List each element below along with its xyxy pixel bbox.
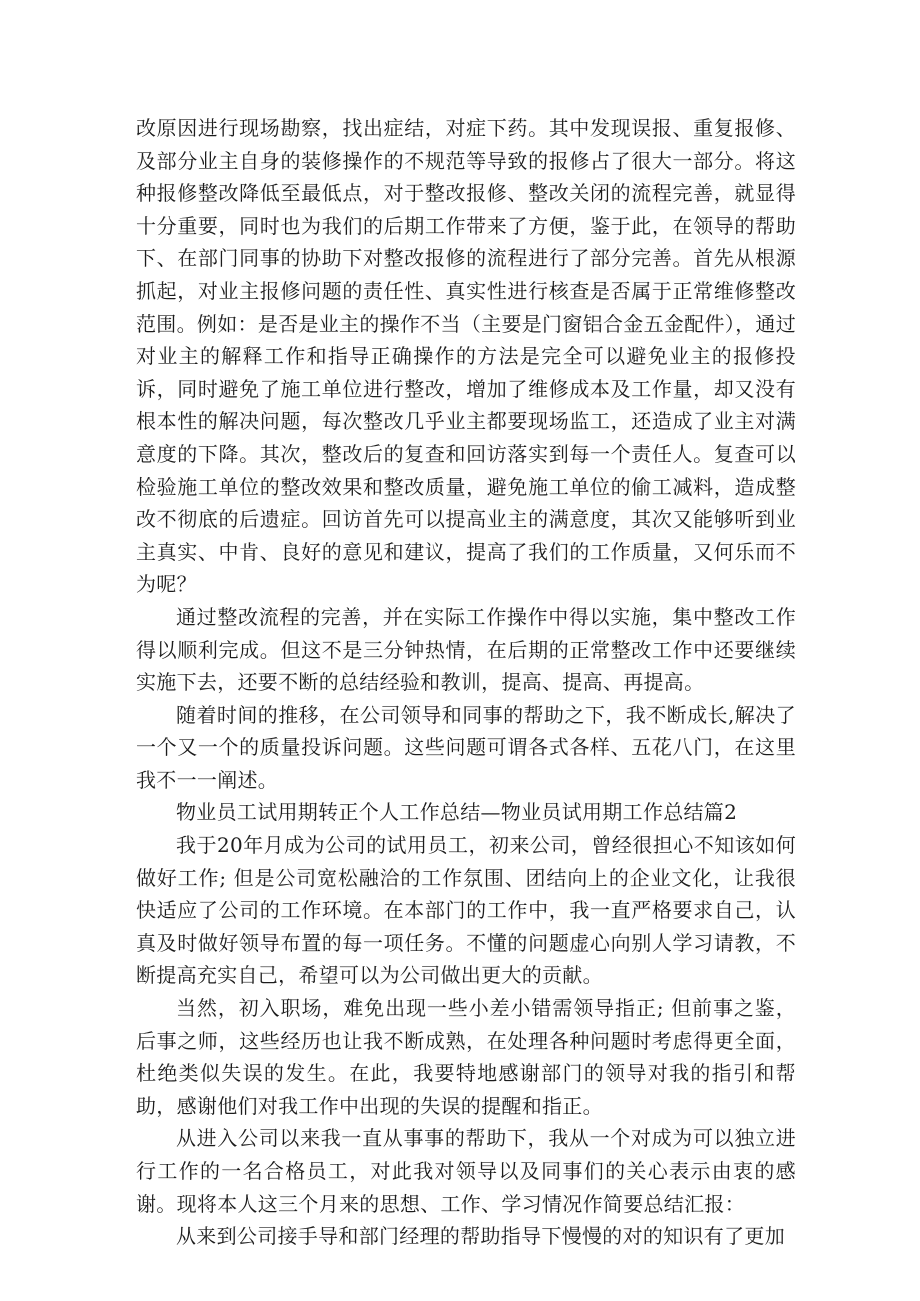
paragraph-6: 当然，初入职场，难免出现一些小差小错需领导指正; 但前事之鉴，后事之师，这些经历也让我不断成熟，在处理各种问题时考虑得更全面，杜绝类似失误的发生。在此，我要特地感谢部门的领导对我的指引和帮助，感谢他们对我工作中出现的失误的提醒和指正。 [136, 996, 796, 1118]
section-heading: 物业员工试用期转正个人工作总结—物业员试用期工作总结篇2 [176, 800, 738, 825]
paragraph-3: 随着时间的推移，在公司领导和同事的帮助之下，我不断成长,解决了一个又一个的质量投诉问题。这些问题可谓各式各样、五花八门，在这里我不一一阐述。 [136, 702, 796, 792]
paragraph-8: 从来到公司接手导和部门经理的帮助指导下慢慢的对的知识有了更加 [176, 1224, 785, 1249]
paragraph-1: 改原因进行现场勘察，找出症结，对症下药。其中发现误报、重复报修、及部分业主自身的装修操作的不规范等导致的报修占了很大一部分。将这种报修整改降低至最低点，对于整改报修、整改关闭的流程完善，就显得十分重要，同时也为我们的后期工作带来了方便，鉴于此，在领导的帮助下、在部门同事的协助下对整改报修的流程进行了部分完善。首先从根源抓起，对业主报修问题的责任性、真实性进行核查是否属于正常维修整改范围。例如：是否是业主的操作不当（主要是门窗铝合金五金配件），通过对业主的解释工作和指导正确操作的方法是完全可以避免业主的报修投诉，同时避免了施工单位进行整改，增加了维修成本及工作量，却又没有根本性的解决问题，每次整改几乎业主都要现场监工，还造成了业主对满意度的下降。其次，整改后的复查和回访落实到每一个责任人。复查可以检验施工单位的整改效果和整改质量，避免施工单位的偷工减料，造成整改不彻底的后遗症。回访首先可以提高业主的满意度，其次又能够听到业主真实、中肯、良好的意见和建议，提高了我们的工作质量，又何乐而不为呢？ [136, 116, 796, 597]
paragraph-7: 从进入公司以来我一直从事事的帮助下，我从一个对成为可以独立进行工作的一名合格员工，对此我对领导以及同事们的关心表示由衷的感谢。现将本人这三个月来的思想、工作、学习情况作简要总结汇报： [136, 1126, 796, 1216]
document-body [136, 112, 796, 1253]
paragraph-5: 我于20年月成为公司的试用员工，初来公司，曾经很担心不知该如何做好工作; 但是公司宽松融洽的工作氛围、团结向上的企业文化，让我很快适应了公司的工作环境。在本部门的工作中，我一直严格要求自己，认真及时做好领导布置的每一项任务。不懂的问题虚心向别人学习请教，不断提高充实自己，希望可以为公司做出更大的贡献。 [136, 833, 796, 988]
paragraph-2: 通过整改流程的完善，并在实际工作操作中得以实施，集中整改工作得以顺利完成。但这不是三分钟热情，在后期的正常整改工作中还要继续实施下去，还要不断的总结经验和教训，提高、提高、再提高。 [136, 604, 796, 695]
